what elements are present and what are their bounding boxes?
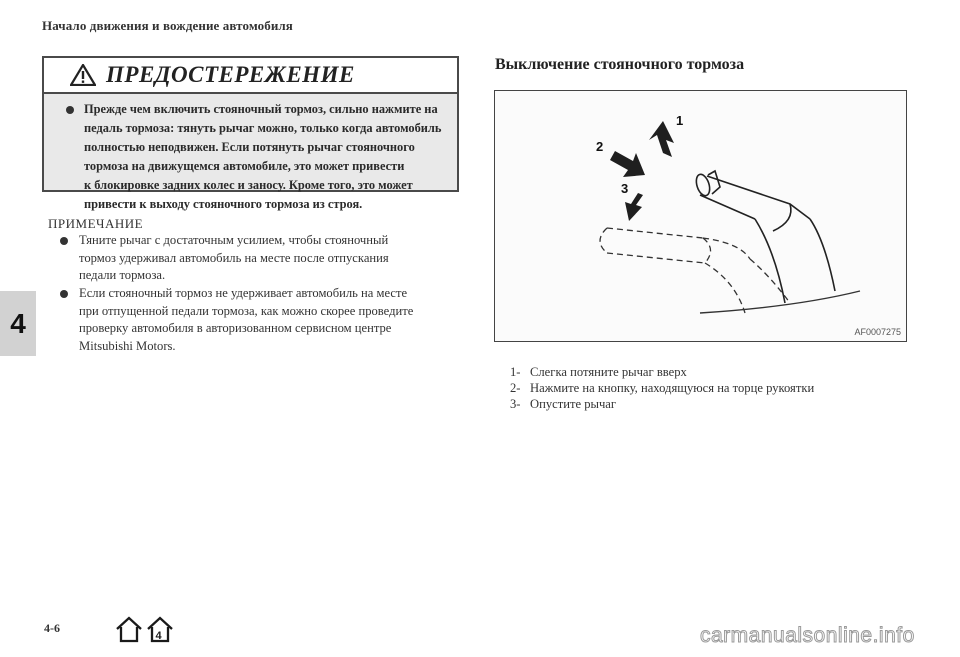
watermark: carmanualsonline.info xyxy=(700,624,915,647)
bullet-icon xyxy=(66,106,74,114)
page-number: 4-6 xyxy=(44,621,60,635)
step-text: Слегка потяните рычаг вверх xyxy=(530,365,687,379)
step-text: Опустите рычаг xyxy=(530,397,617,411)
callout-3: 3 xyxy=(621,181,629,196)
step-number: 2- xyxy=(510,381,521,395)
warning-line: привести к выходу стояночного тормоза из строя. xyxy=(84,197,363,211)
warning-box xyxy=(42,56,459,211)
step-item xyxy=(510,364,814,380)
note-line: проверку автомобиля в авторизованном сервисном центре xyxy=(79,321,392,336)
press-button-arrow xyxy=(610,151,645,177)
home-icon[interactable] xyxy=(117,618,141,641)
note-line: при отпущенной педали тормоза, как можно скорее проведите xyxy=(79,303,414,318)
lower-arrow xyxy=(625,193,643,221)
note-item xyxy=(79,232,464,285)
parking-brake-illustration xyxy=(495,91,905,340)
note-line: Тяните рычаг с достаточным усилием, чтобы стояночный xyxy=(79,233,389,247)
pull-up-arrow xyxy=(649,121,674,157)
steps-list xyxy=(510,364,814,412)
chapter-4-home-icon[interactable] xyxy=(148,618,172,642)
note-line: педали тормоза. xyxy=(79,268,166,283)
nav-icons xyxy=(114,614,178,649)
chapter-tab[interactable]: 4 xyxy=(0,291,36,356)
step-text: Нажмите на кнопку, находящуюся на торце рукоятки xyxy=(530,381,815,395)
note-title: ПРИМЕЧАНИЕ xyxy=(48,216,144,231)
step-item xyxy=(510,396,814,412)
parking-brake-figure xyxy=(494,90,907,342)
chapter-4-label: 4 xyxy=(155,630,162,642)
callout-1: 1 xyxy=(676,113,684,128)
warning-line: тормоза на движущемся автомобиле, это может привести xyxy=(84,159,405,173)
warning-triangle-icon xyxy=(70,64,96,86)
step-number: 1- xyxy=(510,365,521,379)
figure-code: AF0007275 xyxy=(854,327,901,337)
warning-line: педаль тормоза: тянуть рычаг можно, только когда автомобиль xyxy=(84,121,442,135)
warning-header xyxy=(44,58,457,94)
warning-line: Прежде чем включить стояночный тормоз, сильно нажмите на xyxy=(84,102,438,116)
callout-2: 2 xyxy=(596,139,604,154)
warning-line: полностью неподвижен. Если потянуть рычаг стояночного xyxy=(84,140,415,154)
note-item xyxy=(79,285,464,355)
bullet-icon xyxy=(60,237,68,245)
note-line: Если стояночный тормоз не удерживает автомобиль на месте xyxy=(79,286,408,300)
lever-lowered xyxy=(600,228,790,313)
warning-line: к блокировке задних колес и заносу. Кроме того, это может xyxy=(84,178,413,192)
warning-text xyxy=(44,94,457,214)
section-title: Выключение стояночного тормоза xyxy=(495,56,745,73)
warning-title: ПРЕДОСТЕРЕЖЕНИЕ xyxy=(106,62,355,87)
bullet-icon xyxy=(60,290,68,298)
page-header: Начало движения и вождение автомобиля xyxy=(42,18,293,33)
step-item xyxy=(510,380,814,396)
note-line: Mitsubishi Motors. xyxy=(79,338,176,353)
note-line: тормоз удерживал автомобиль на месте после отпускания xyxy=(79,250,389,265)
lever-raised xyxy=(694,171,835,303)
step-number: 3- xyxy=(510,397,521,411)
